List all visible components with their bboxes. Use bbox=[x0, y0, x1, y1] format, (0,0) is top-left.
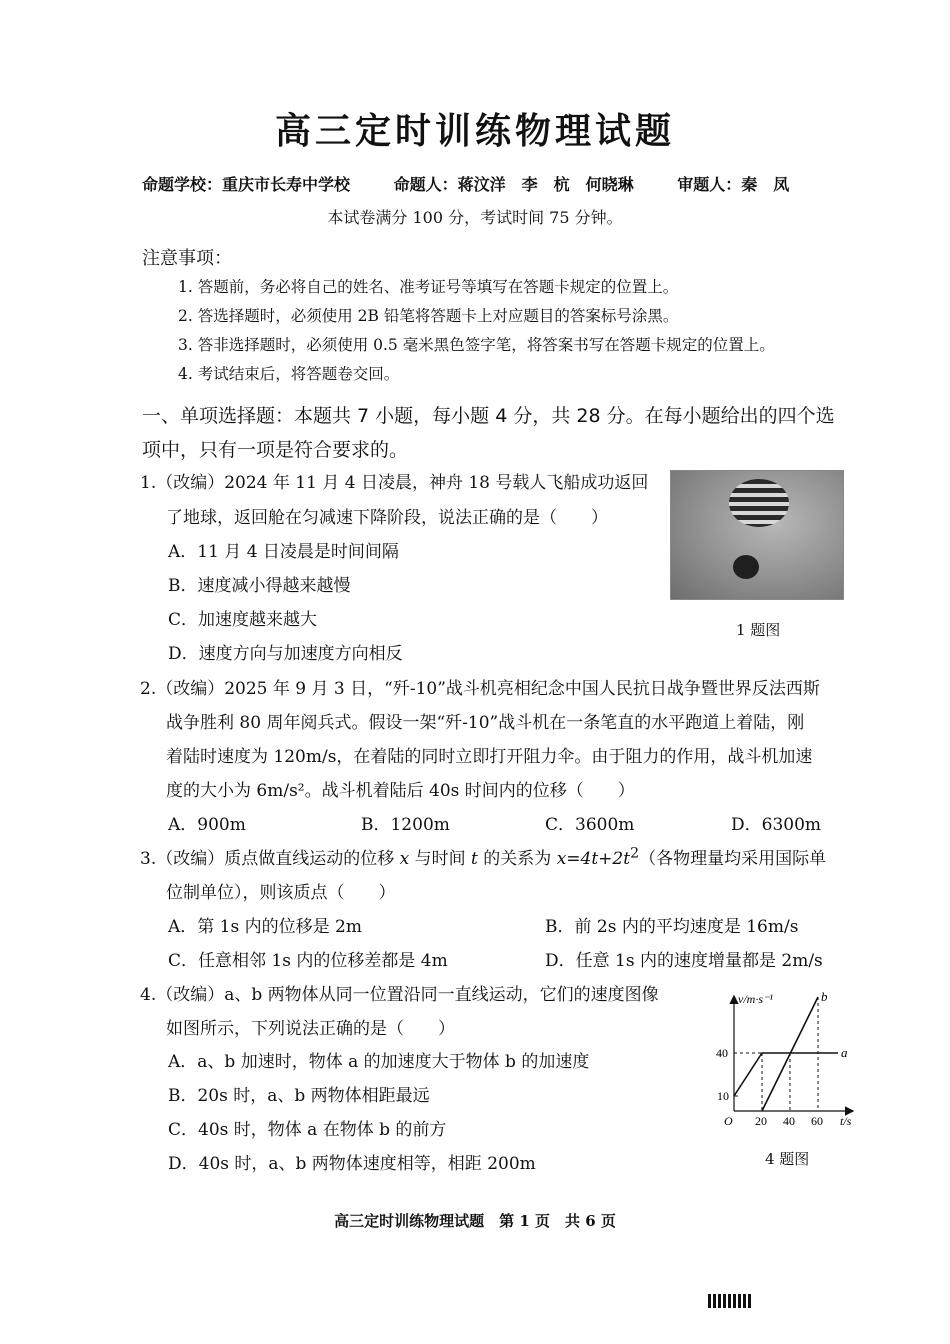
question-2-option-c: C．3600m bbox=[545, 815, 635, 835]
x-axis-label: t/s bbox=[840, 1114, 852, 1128]
heat-shield-image bbox=[733, 555, 759, 579]
velocity-time-graph bbox=[700, 985, 860, 1135]
question-1-option-d: D．速度方向与加速度方向相反 bbox=[168, 644, 403, 664]
variable-t: t bbox=[471, 849, 478, 869]
series-a-line bbox=[734, 1053, 838, 1096]
exam-info: 本试卷满分 100 分，考试时间 75 分钟。 bbox=[327, 208, 623, 227]
question-3-option-a: A．第 1s 内的位移是 2m bbox=[168, 917, 362, 937]
question-4-option-d: D．40s 时，a、b 两物体速度相等，相距 200m bbox=[168, 1154, 536, 1174]
page-footer: 高三定时训练物理试题 第 1 页 共 6 页 bbox=[334, 1212, 616, 1230]
series-b-label: b bbox=[821, 989, 828, 1004]
section-heading: 一、单项选择题：本题共 7 小题，每小题 4 分，共 28 分。在每小题给出的四个选项中，只有一项是符合要求的。 bbox=[142, 405, 835, 461]
y-tick-label: 40 bbox=[716, 1046, 728, 1060]
question-3-text: （各物理量均采用国际单 bbox=[639, 849, 827, 869]
question-3-line: 位制单位），则该质点（ ） bbox=[166, 883, 396, 903]
question-4-line: 4.（改编）a、b 两物体从同一位置沿同一直线运动，它们的速度图像 bbox=[140, 985, 659, 1005]
notice-item: 2. 答选择题时，必须使用 2B 铅笔将答题卡上对应题目的答案标号涂黑。 bbox=[178, 307, 679, 325]
question-1-line: 了地球，返回舱在匀减速下降阶段，说法正确的是（ ） bbox=[166, 508, 608, 528]
question-2-line: 2.（改编）2025 年 9 月 3 日，“歼-10”战斗机亮相纪念中国人民抗日战争暨世界反法西斯 bbox=[140, 679, 820, 699]
question-3-line bbox=[140, 844, 826, 869]
question-1-line: 1.（改编）2024 年 11 月 4 日凌晨，神舟 18 号载人飞船成功返回 bbox=[140, 473, 649, 493]
question-3-text: 与时间 bbox=[409, 849, 472, 869]
figure-4-caption: 4 题图 bbox=[765, 1150, 810, 1168]
y-axis-label: v/m·s⁻¹ bbox=[738, 992, 773, 1006]
x-tick-label: 20 bbox=[755, 1114, 767, 1128]
question-2-line: 战争胜利 80 周年阅兵式。假设一架“歼-10”战斗机在一条笔直的水平跑道上着陆，刚 bbox=[166, 713, 805, 733]
notice-title: 注意事项： bbox=[142, 248, 232, 269]
exam-meta bbox=[142, 172, 789, 195]
variable-x: x bbox=[399, 849, 410, 869]
series-a-label: a bbox=[841, 1045, 848, 1060]
reviewer-label: 审题人：秦 凤 bbox=[677, 175, 790, 194]
question-3-text: 的关系为 bbox=[477, 849, 557, 869]
question-2-option-a: A．900m bbox=[168, 815, 246, 835]
school-label: 命题学校：重庆市长寿中学校 bbox=[142, 175, 351, 194]
origin-label: O bbox=[724, 1114, 733, 1128]
question-4-line: 如图所示，下列说法正确的是（ ） bbox=[166, 1019, 455, 1039]
question-3-option-b: B．前 2s 内的平均速度是 16m/s bbox=[545, 917, 799, 937]
question-4-option-c: C．40s 时，物体 a 在物体 b 的前方 bbox=[168, 1120, 447, 1140]
authors-label: 命题人：蒋汶洋 李 杭 何晓琳 bbox=[393, 175, 634, 194]
x-tick-label: 40 bbox=[783, 1114, 795, 1128]
question-2-line: 着陆时速度为 120m/s，在着陆的同时立即打开阻力伞。由于阻力的作用，战斗机加速 bbox=[166, 747, 813, 767]
question-2-option-d: D．6300m bbox=[731, 815, 822, 835]
return-capsule-image bbox=[729, 479, 789, 527]
notice-item: 4. 考试结束后，将答题卷交回。 bbox=[178, 365, 400, 383]
formula-exponent: 2 bbox=[630, 845, 640, 862]
series-b-line bbox=[762, 997, 818, 1111]
question-4-option-a: A．a、b 加速时，物体 a 的加速度大于物体 b 的加速度 bbox=[168, 1052, 590, 1072]
displacement-formula: x=4t+2t bbox=[556, 849, 631, 869]
question-4-option-b: B．20s 时，a、b 两物体相距最远 bbox=[168, 1086, 430, 1106]
question-3-option-d: D．任意 1s 内的速度增量都是 2m/s bbox=[545, 951, 823, 971]
page-title: 高三定时训练物理试题 bbox=[274, 111, 675, 152]
y-tick-label: 10 bbox=[717, 1089, 729, 1103]
question-3-text: 3.（改编）质点做直线运动的位移 bbox=[140, 849, 400, 869]
question-2-option-b: B．1200m bbox=[361, 815, 450, 835]
figure-1-caption: 1 题图 bbox=[736, 621, 781, 639]
question-1-option-b: B．速度减小得越来越慢 bbox=[168, 576, 351, 596]
question-3-option-c: C．任意相邻 1s 内的位移差都是 4m bbox=[168, 951, 448, 971]
x-tick-label: 60 bbox=[811, 1114, 823, 1128]
question-1-option-a: A．11 月 4 日凌晨是时间间隔 bbox=[168, 542, 399, 562]
question-2-line: 度的大小为 6m/s²。战斗机着陆后 40s 时间内的位移（ ） bbox=[166, 781, 635, 801]
barcode-icon bbox=[708, 1294, 752, 1308]
question-1-option-c: C．加速度越来越大 bbox=[168, 610, 318, 630]
capsule-photo bbox=[670, 470, 844, 600]
notice-item: 3. 答非选择题时，必须使用 0.5 毫米黑色签字笔，将答案书写在答题卡规定的位置上。 bbox=[178, 336, 775, 354]
notice-item: 1. 答题前，务必将自己的姓名、准考证号等填写在答题卡规定的位置上。 bbox=[178, 278, 679, 296]
